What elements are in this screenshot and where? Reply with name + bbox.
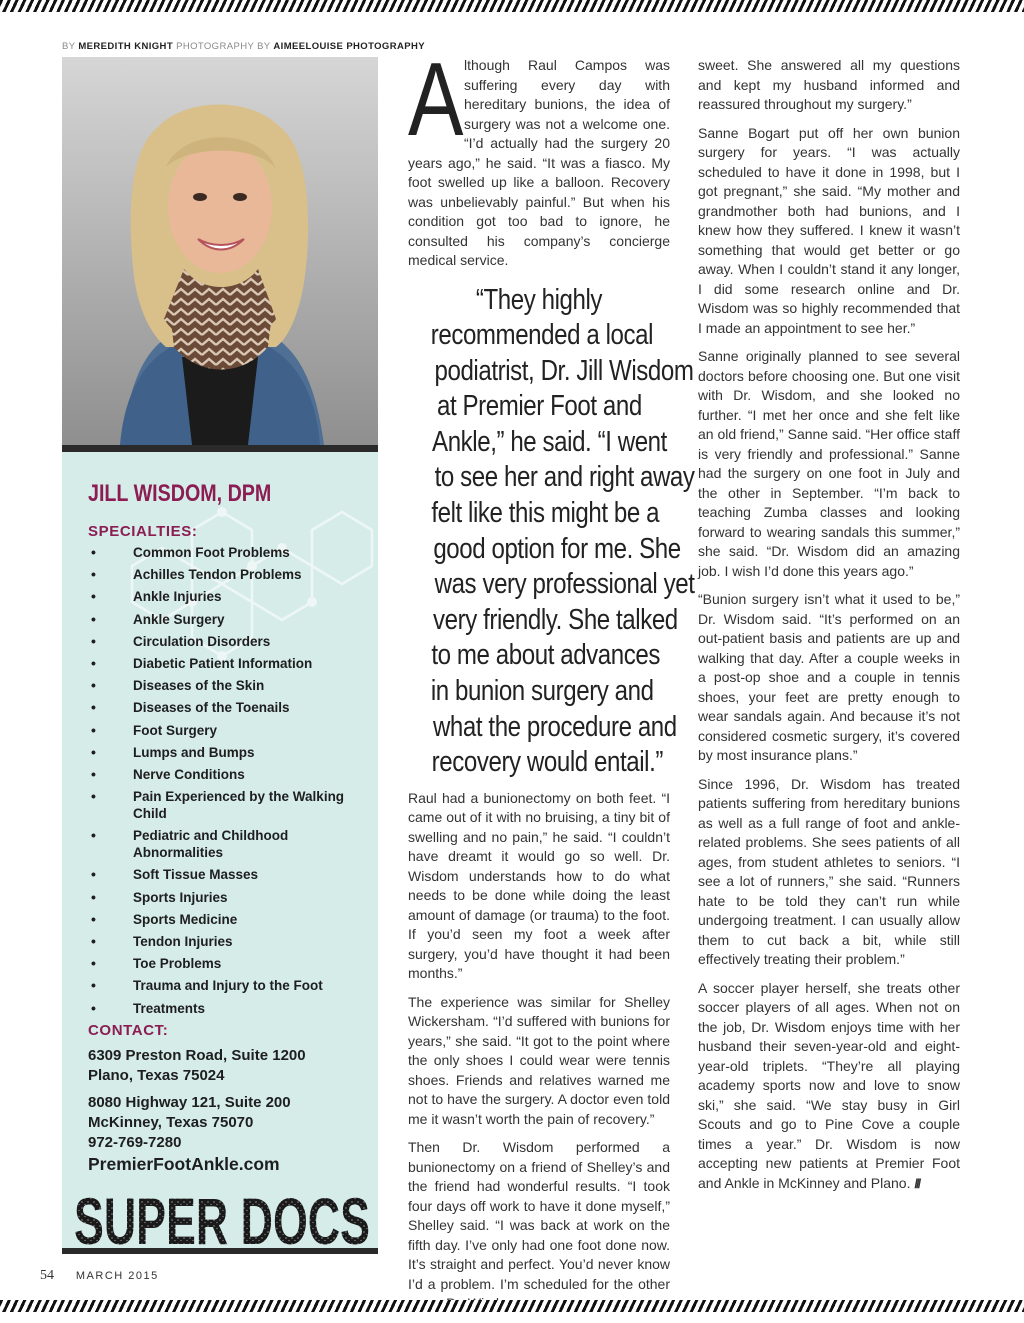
super-docs-logo-text: SUPER DOCS <box>74 1188 370 1248</box>
specialty-item: • Ankle Injuries <box>88 588 373 605</box>
specialty-item: • Treatments <box>88 1000 373 1017</box>
article-paragraph: “Bunion surgery isn’t what it used to be,” Dr. Wisdom said. “It’s performed on an out-patient basis and patients are up and walking that day. After a couple weeks in a post-op shoe and a couple in tennis shoes, your feet are pretty enough to wear sandals again. And because it’s not considered cosmetic surgery, it’s covered by most insurance plans.” <box>698 591 960 763</box>
specialty-item: • Diseases of the Skin <box>88 677 373 694</box>
specialty-item: • Toe Problems <box>88 955 373 972</box>
specialty-item: • Nerve Conditions <box>88 766 373 783</box>
article-paragraph: Then Dr. Wisdom performed a bunionectomy on a friend of Shelley’s and the friend had wonderful results. “I took four days off work to have it done myself,” Shelley said. “I was back at work on the fifth day. I’ve only had one foot done now. It’s straight and perfect. You’d never know I’d a problem. I’m scheduled for the other <box>408 1139 670 1292</box>
article-column-right <box>698 56 960 1202</box>
pull-quote-line: felt like this might be a <box>431 497 660 530</box>
specialty-item: • Tendon Injuries <box>88 933 373 950</box>
pull-quote-line: to see her and right away <box>434 461 695 494</box>
specialty-item: • Lumps and Bumps <box>88 744 373 761</box>
article-paragraph: Sanne originally planned to see several doctors before choosing one. But one visit with Dr. Wisdom, and she looked no further. “I met her once and she felt like an old friend,” Sanne said. “Her office staff is very friendly and professional.” Sanne had the surgery on one foot in July and the other in September. “I’m back to teaching Zumba classes and looking forward to wearing sandals this summer,” she said. “Dr. Wisdom did an amazing job. I wish I’d done this years ago.” <box>698 348 960 579</box>
specialty-item: • Diabetic Patient Information <box>88 655 373 672</box>
specialty-item: • Achilles Tendon Problems <box>88 566 373 583</box>
address-1-city: Plano, Texas 75024 <box>88 1067 225 1084</box>
top-stripe-border <box>0 0 1024 12</box>
page-footer <box>40 1266 159 1284</box>
specialties-list <box>88 544 373 1022</box>
contact-info <box>88 1046 368 1175</box>
pull-quote-line: recovery would entail.” <box>431 746 663 779</box>
pull-quote <box>408 283 695 781</box>
specialty-item: • Diseases of the Toenails <box>88 699 373 716</box>
specialty-item: • Sports Medicine <box>88 911 373 928</box>
pull-quote-line: good option for me. She <box>433 532 681 565</box>
article-paragraph: Although Raul Campos was suffering every day with hereditary bunions, the idea of surgery was not a welcome one. “I’d actually had the surgery 20 years ago,” he said. “It was a fiasco. My foot swelled up like a balloon. Recovery was unbelievably painful.” But when his condition got too bad to ignore, he consulted his company’s concierge medical service. <box>408 42 670 268</box>
photographer-name: AIMEELOUISE PHOTOGRAPHY <box>273 41 425 52</box>
drop-cap: A <box>408 42 464 158</box>
specialty-item: • Foot Surgery <box>88 722 373 739</box>
article-paragraph: Sanne Bogart put off her own bunion surgery for years. “I was actually scheduled to have it done in 1998, but I got pregnant,” she said. “My mother and grandmother both had bunions, and I knew how they suffered. I knew it wasn’t something that would get better or go away. When I couldn’t stand it any longer, I did some research online and Dr. Wisdom was so highly recommended that I made an appointment to see her.” <box>698 124 960 336</box>
byline: BY MEREDITH KNIGHT PHOTOGRAPHY BY AIMEELOUISE PHOTOGRAPHY <box>62 41 425 52</box>
pull-quote-line: what the procedure and <box>432 710 677 743</box>
end-mark: /// <box>914 1175 920 1191</box>
specialty-item: • Circulation Disorders <box>88 633 373 650</box>
address-2-street: 8080 Highway 121, Suite 200 <box>88 1094 291 1111</box>
specialty-item: • Pain Experienced by the Walking Child <box>88 788 373 822</box>
super-docs-logo <box>74 1188 374 1248</box>
pull-quote-line: in bunion surgery and <box>430 675 654 708</box>
article-paragraph: Raul had a bunionectomy on both feet. “I came out of it with no bruising, a tiny bit of swelling and no pain,” he said. “I couldn’t have dreamt it would go so well. Dr. Wisdom understands how to do what needs to be done while doing the least amount of damage (or trauma) to the foot. If you’d seen my foot a week after surgery, you’d have thought it had been months.” <box>408 789 670 982</box>
doctor-name: JILL WISDOM, DPM <box>88 480 272 507</box>
contact-label: CONTACT: <box>88 1022 169 1039</box>
pull-quote-line: Ankle,” he said. “I went <box>432 425 667 458</box>
bottom-stripe-border <box>0 1300 1024 1312</box>
logo-underline <box>62 1248 378 1254</box>
phone-number: 972-769-7280 <box>88 1134 182 1151</box>
issue-date: MARCH 2015 <box>75 1270 159 1282</box>
author-name: MEREDITH KNIGHT <box>78 41 174 52</box>
portrait-photo <box>62 57 378 445</box>
article-column-middle <box>408 42 695 1323</box>
address-2-city: McKinney, Texas 75070 <box>88 1114 254 1131</box>
specialty-item: • Ankle Surgery <box>88 611 373 628</box>
pull-quote-line: at Premier Foot and <box>436 390 642 423</box>
specialty-item: • Sports Injuries <box>88 889 373 906</box>
specialties-sidebar <box>62 452 378 1252</box>
address-1-street: 6309 Preston Road, Suite 1200 <box>88 1047 306 1064</box>
pull-quote-line: to me about advances <box>431 639 660 672</box>
pull-quote-line: very friendly. She talked <box>433 603 678 636</box>
article-paragraph: The experience was similar for Shelley Wickersham. “I’d suffered with bunions for years,” she said. “It got to the point where the only shoes I could wear were tennis shoes. Friends and relatives warned me not to have the surgery. A doctor even told me it wasn’t worth the pain of recovery.” <box>408 993 670 1127</box>
website-link[interactable]: PremierFootAnkle.com <box>88 1154 280 1174</box>
article-paragraph: A soccer player herself, she treats other soccer players of all ages. When not on the job, Dr. Wisdom enjoys time with her husband their seven-year-old and eight-year-old triplets. “They’re all playing academy sports now and love to snow ski,” she said. “We stay busy in Girl Scouts and go to Pine Cove a couple times a year.” Dr. Wisdom is now accepting new patients at Premier Foot and Ankle in McKinney and Plano. /// <box>698 979 960 1191</box>
article-paragraph: Since 1996, Dr. Wisdom has treated patients suffering from hereditary bunions as well as a full range of foot and ankle-related problems. She sees patients of all ages, from student athletes to seniors. “I see a lot of runners,” she said. “Runners hate to be told they can’t run while undergoing treatment. I can usually allow them to cut back a bit, while still effectively treating their problem.” <box>698 775 960 967</box>
pull-quote-line: was very professional yet <box>434 568 695 601</box>
pull-quote-line: podiatrist, Dr. Jill Wisdom <box>434 354 694 387</box>
specialty-item: • Pediatric and Childhood Abnormalities <box>88 827 373 861</box>
specialty-item: • Soft Tissue Masses <box>88 866 373 883</box>
pull-quote-line: “They highly <box>475 283 603 316</box>
pull-quote-line: recommended a local <box>430 319 654 352</box>
page-number: 54 <box>40 1268 54 1283</box>
specialties-label: SPECIALTIES: <box>88 523 198 540</box>
specialty-item: • Common Foot Problems <box>88 544 373 561</box>
article-paragraph: sweet. She answered all my questions and kept my husband informed and reassured throughout my surgery.” <box>698 57 960 112</box>
specialty-item: • Trauma and Injury to the Foot <box>88 977 373 994</box>
photo-divider <box>62 445 378 452</box>
